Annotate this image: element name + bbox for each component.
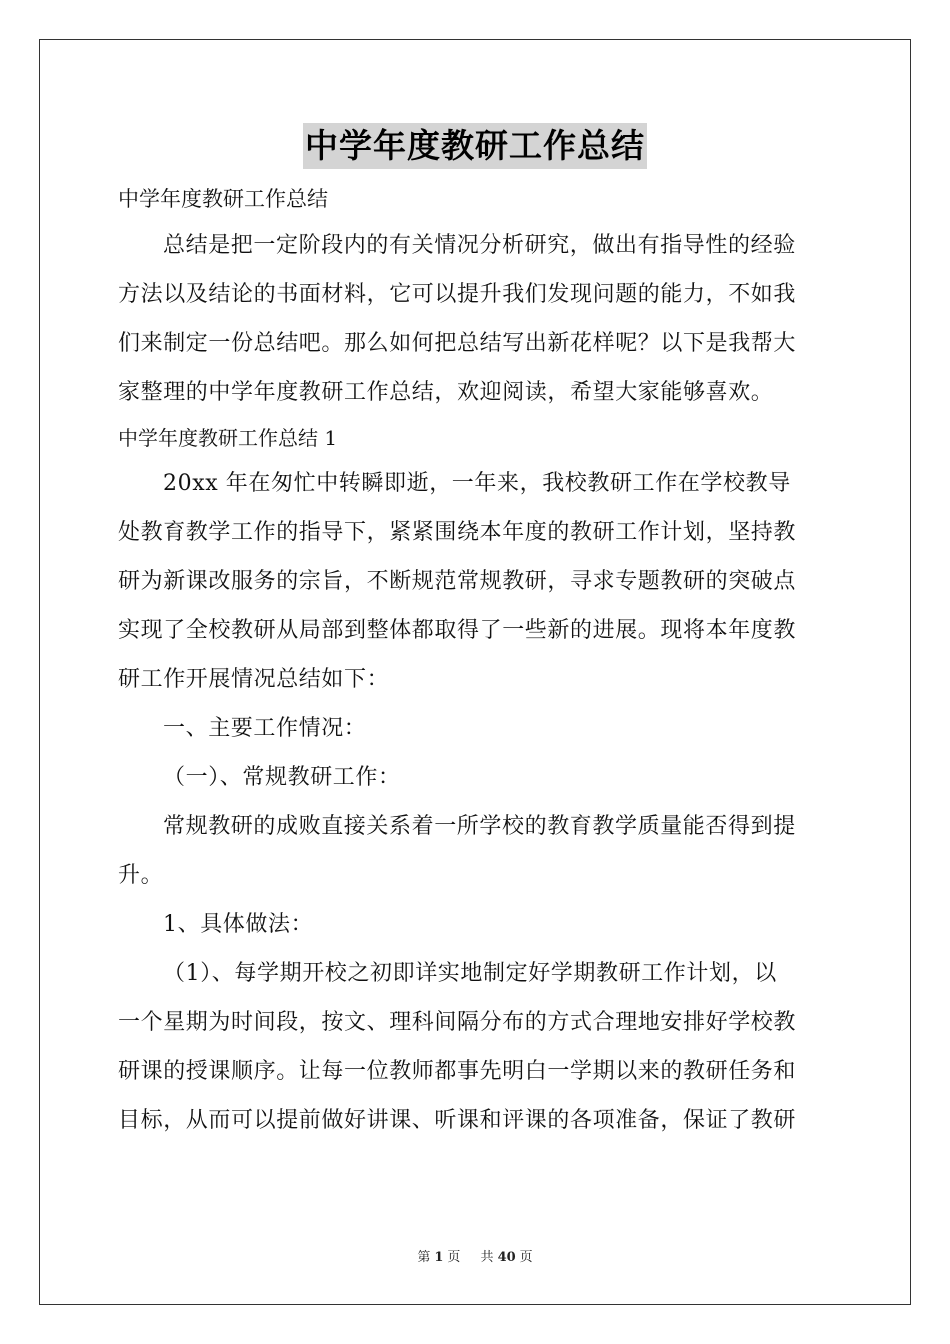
intro-line: 方法以及结论的书面材料，它可以提升我们发现问题的能力，不如我 (118, 282, 797, 307)
method-line: 研课的授课顺序。让每一位教师都事先明白一学期以来的教研任务和 (118, 1059, 797, 1084)
document-title: 中学年度教研工作总结 (303, 123, 647, 169)
total-pages-indicator: 共 40 页 (480, 1250, 533, 1265)
section-line: 20xx 年在匆忙中转瞬即逝，一年来，我校教研工作在学校教导 (163, 471, 791, 496)
routine-line: 升。 (118, 863, 164, 888)
item-sub-heading: （一）、常规教研工作： (163, 765, 401, 790)
method-line: 目标，从而可以提前做好讲课、听课和评课的各项准备，保证了教研 (118, 1108, 797, 1133)
routine-line: 常规教研的成败直接关系着一所学校的教育教学质量能否得到提 (163, 814, 796, 839)
document-body (118, 178, 834, 1145)
section-line: 研工作开展情况总结如下： (118, 667, 390, 692)
document-subtitle: 中学年度教研工作总结 (118, 187, 328, 211)
intro-paragraph (118, 221, 834, 417)
section-line: 处教育教学工作的指导下，紧紧围绕本年度的教研工作计划，坚持教 (118, 520, 797, 545)
method-line: 一个星期为时间段，按文、理科间隔分布的方式合理地安排好学校教 (118, 1010, 797, 1035)
total-pages: 40 (497, 1250, 516, 1265)
intro-line: 们来制定一份总结吧。那么如何把总结写出新花样呢？以下是我帮大 (118, 331, 797, 356)
title-container (0, 123, 950, 169)
section-line: 实现了全校教研从局部到整体都取得了一些新的进展。现将本年度教 (118, 618, 797, 643)
page-footer (0, 1246, 950, 1265)
section-line: 研为新课改服务的宗旨，不断规范常规教研，寻求专题教研的突破点 (118, 569, 797, 594)
item-main-heading: 一、主要工作情况： (163, 716, 367, 741)
section-paragraph (118, 459, 834, 1145)
intro-line: 家整理的中学年度教研工作总结，欢迎阅读，希望大家能够喜欢。 (118, 380, 774, 405)
method-line: （1）、每学期开校之初即详实地制定好学期教研工作计划，以 (163, 961, 777, 986)
page-indicator: 第 1 页 (417, 1250, 461, 1265)
intro-line: 总结是把一定阶段内的有关情况分析研究，做出有指导性的经验 (163, 233, 796, 258)
item-method-heading: 1、具体做法： (163, 912, 314, 937)
section-heading: 中学年度教研工作总结 1 (118, 426, 338, 450)
page-number: 1 (434, 1250, 444, 1265)
